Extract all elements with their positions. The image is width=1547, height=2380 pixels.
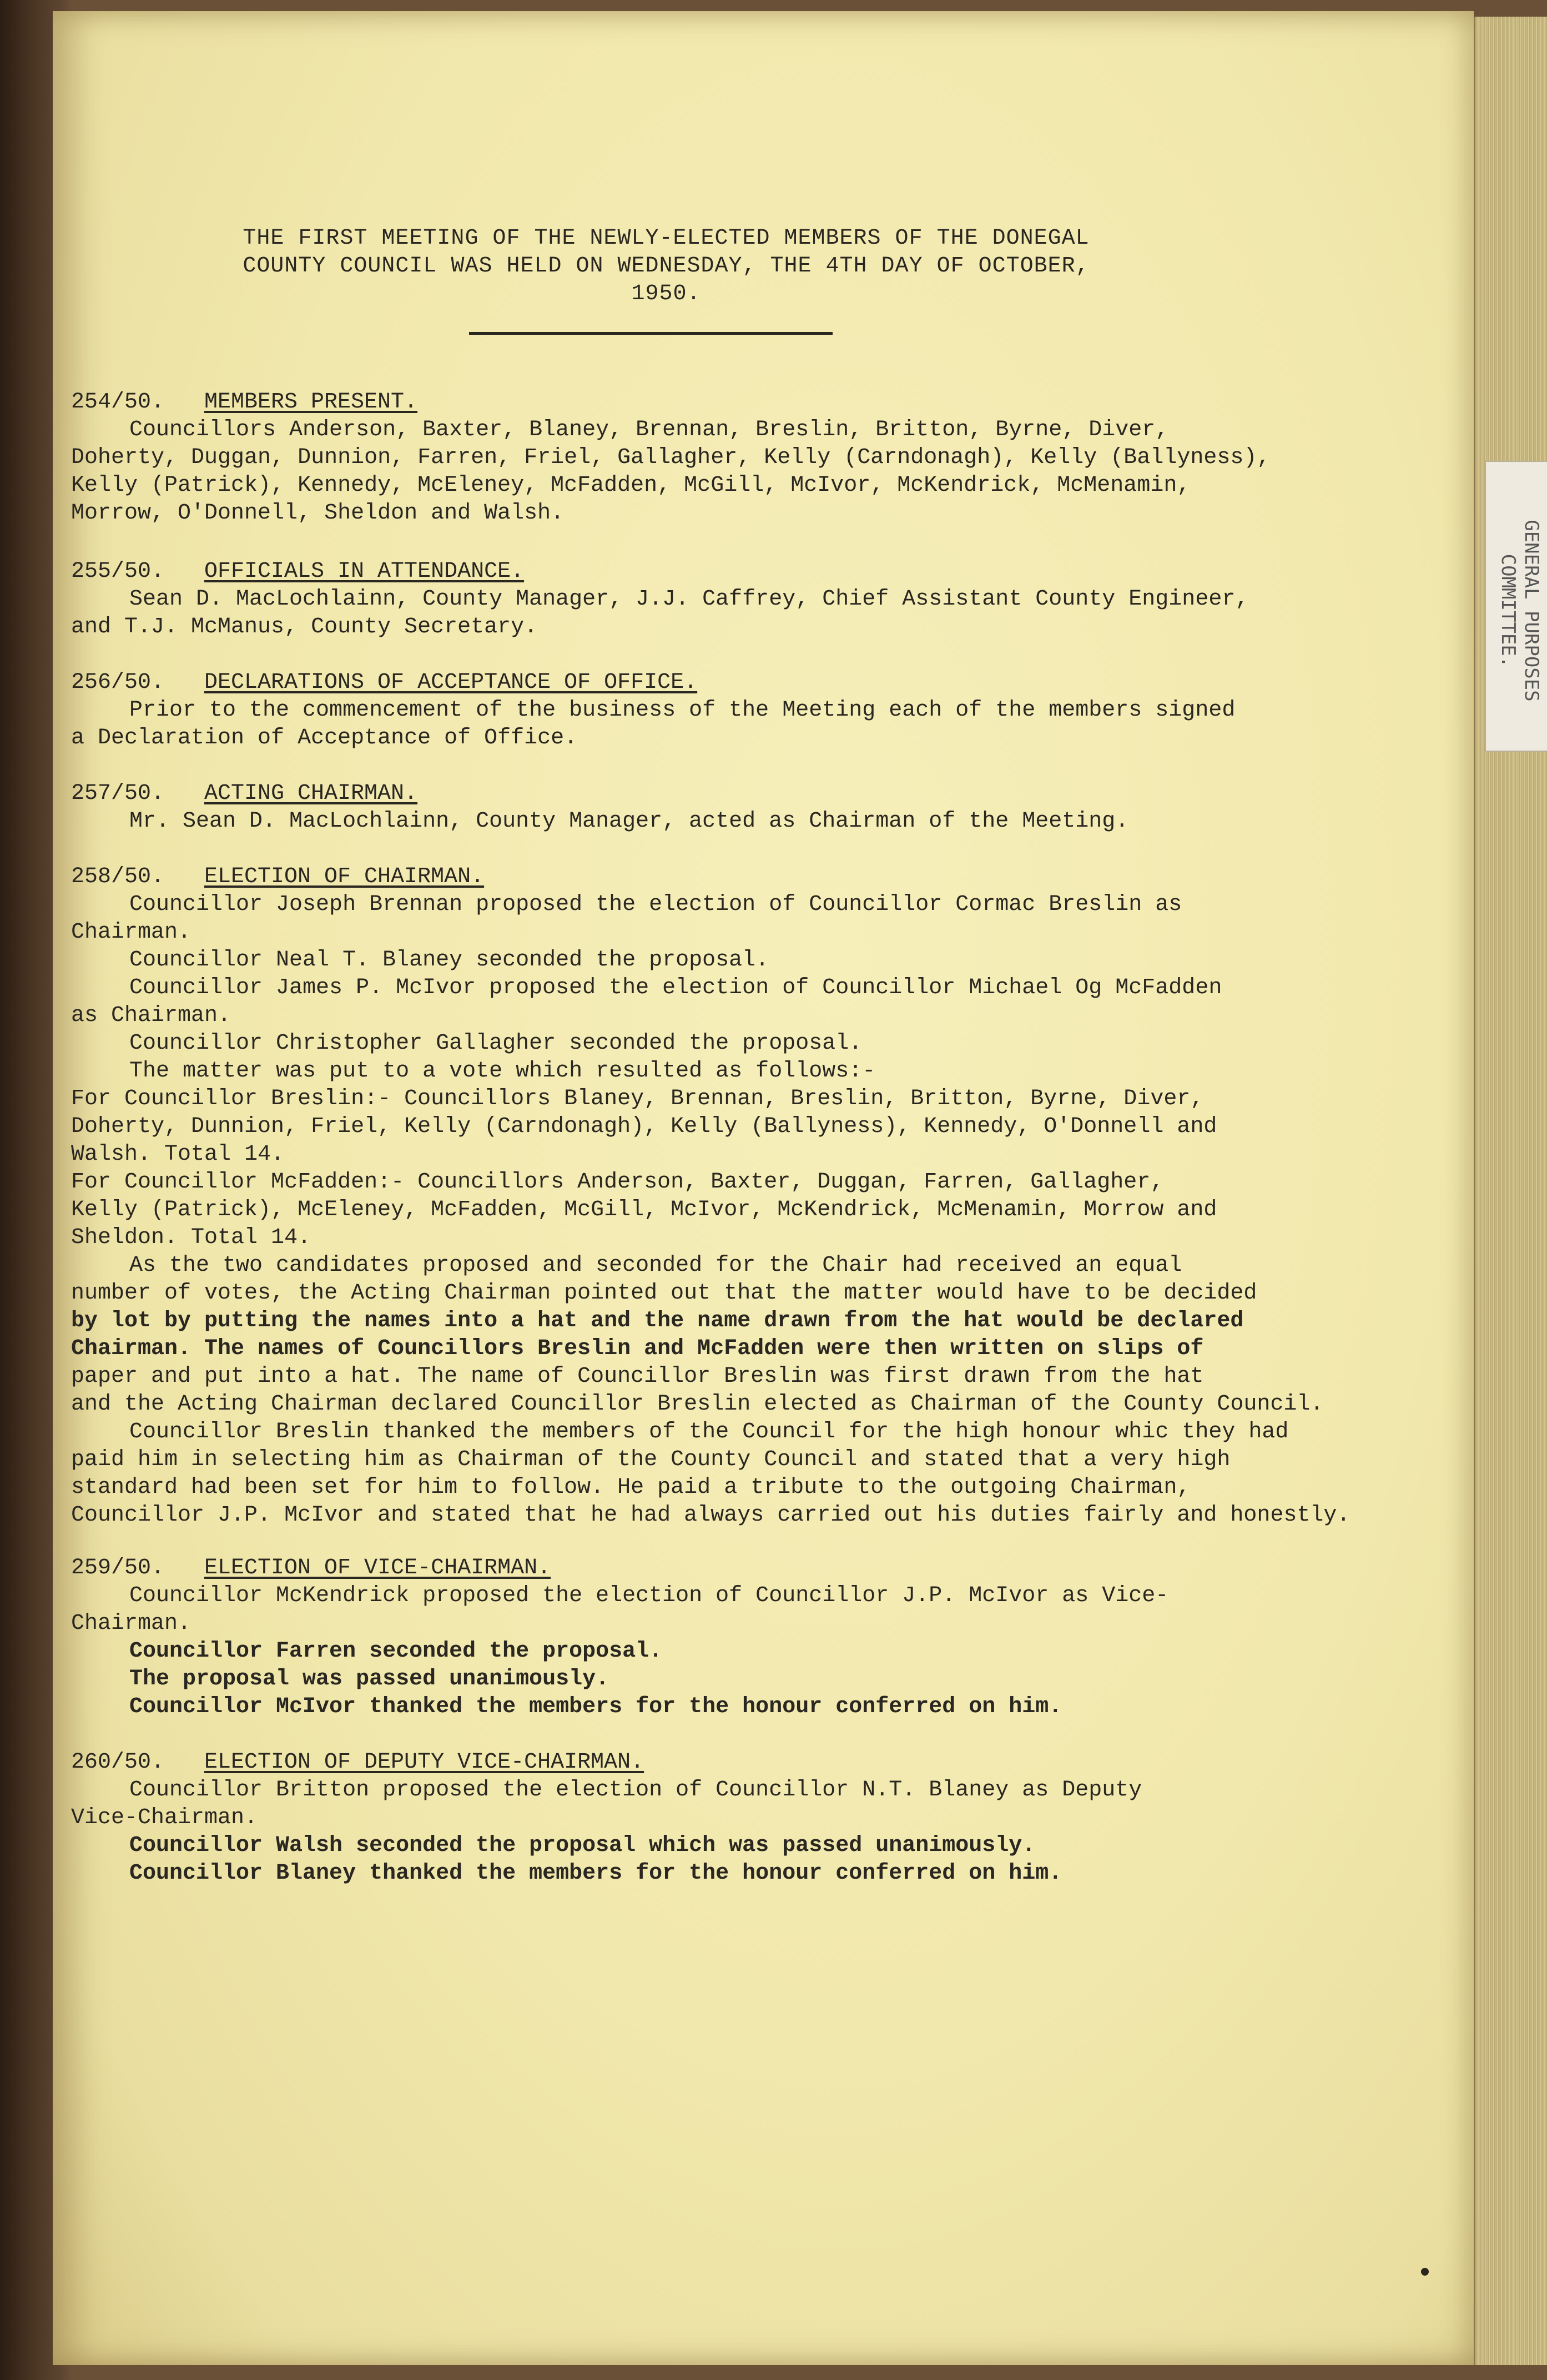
text-line: Doherty, Dunnion, Friel, Kelly (Carndonagh), Kelly (Ballyness), Kennedy, O'Donnell and — [71, 1114, 1217, 1139]
text-line: a Declaration of Acceptance of Office. — [71, 726, 578, 751]
section-255 — [71, 558, 1370, 641]
index-tab-label — [1493, 466, 1543, 755]
text-line: Doherty, Duggan, Dunnion, Farren, Friel, Gallagher, Kelly (Carndonagh), Kelly (Ballyness), — [71, 445, 1271, 470]
text-line: and the Acting Chairman declared Councillor Breslin elected as Chairman of the County Council. — [71, 1392, 1324, 1417]
heading-line: THE FIRST MEETING OF THE NEWLY-ELECTED MEMBERS OF THE DONEGAL — [243, 226, 1090, 251]
text-line: paper and put into a hat. The name of Councillor Breslin was first drawn from the hat — [71, 1364, 1204, 1389]
section-number: 259/50. — [71, 1556, 165, 1581]
text-line: Councillor Britton proposed the election of Councillor N.T. Blaney as Deputy — [129, 1778, 1142, 1803]
text-line: As the two candidates proposed and seconded for the Chair had received an equal — [129, 1253, 1182, 1278]
text-line: Chairman. — [71, 1611, 192, 1636]
section-number: 258/50. — [71, 864, 165, 889]
text-line: number of votes, the Acting Chairman pointed out that the matter would have to be decided — [71, 1281, 1257, 1306]
text-line: Councillor McKendrick proposed the election of Councillor J.P. McIvor as Vice- — [129, 1583, 1169, 1608]
text-line: Councillor James P. McIvor proposed the election of Councillor Michael Og McFadden — [129, 975, 1222, 1000]
text-line: and T.J. McManus, County Secretary. — [71, 615, 538, 640]
section-title: ELECTION OF CHAIRMAN. — [204, 864, 485, 889]
section-258 — [71, 863, 1370, 1529]
section-title: DECLARATIONS OF ACCEPTANCE OF OFFICE. — [204, 670, 698, 695]
text-line: Morrow, O'Donnell, Sheldon and Walsh. — [71, 501, 565, 526]
text-line: Sheldon. Total 14. — [71, 1225, 311, 1250]
section-title: MEMBERS PRESENT. — [204, 390, 418, 415]
section-number: 257/50. — [71, 781, 165, 806]
ink-mark — [1421, 2268, 1429, 2276]
text-line: Sean D. MacLochlainn, County Manager, J.J. Caffrey, Chief Assistant County Engineer, — [129, 587, 1249, 612]
text-line: Prior to the commencement of the business of the Meeting each of the members signed — [129, 698, 1236, 723]
page-heading — [167, 225, 1166, 308]
section-256 — [71, 669, 1370, 752]
section-header — [71, 863, 1370, 891]
section-header — [71, 389, 1370, 416]
text-line: Councillor Walsh seconded the proposal which was passed unanimously. — [129, 1833, 1036, 1858]
text-line: Chairman. The names of Councillors Breslin and McFadden were then written on slips of — [71, 1336, 1204, 1361]
text-line: For Councillor Breslin:- Councillors Blaney, Brennan, Breslin, Britton, Byrne, Diver, — [71, 1086, 1204, 1111]
section-257 — [71, 780, 1370, 836]
text-line: Vice-Chairman. — [71, 1805, 258, 1830]
text-line: Councillor Farren seconded the proposal. — [129, 1639, 663, 1664]
section-header — [71, 558, 1370, 586]
text-line: as Chairman. — [71, 1003, 231, 1028]
text-line: Councillor J.P. McIvor and stated that he had always carried out his duties fairly and honestly. — [71, 1503, 1351, 1528]
text-line: Councillor Blaney thanked the members for the honour conferred on him. — [129, 1861, 1062, 1886]
text-line: Councillor Joseph Brennan proposed the election of Councillor Cormac Breslin as — [129, 892, 1182, 917]
text-line: Walsh. Total 14. — [71, 1142, 285, 1167]
section-number: 260/50. — [71, 1750, 165, 1775]
text-line: The matter was put to a vote which resulted as follows:- — [129, 1059, 876, 1084]
text-line: Councillor McIvor thanked the members for the honour conferred on him. — [129, 1694, 1062, 1719]
text-line: Mr. Sean D. MacLochlainn, County Manager, acted as Chairman of the Meeting. — [129, 809, 1129, 834]
text-line: Councillors Anderson, Baxter, Blaney, Brennan, Breslin, Britton, Byrne, Diver, — [129, 417, 1169, 442]
text-line: For Councillor McFadden:- Councillors Anderson, Baxter, Duggan, Farren, Gallagher, — [71, 1170, 1164, 1195]
section-header — [71, 1554, 1370, 1582]
text-line: Kelly (Patrick), McEleney, McFadden, McGill, McIvor, McKendrick, McMenamin, Morrow and — [71, 1197, 1217, 1222]
section-254 — [71, 389, 1370, 527]
heading-line: COUNTY COUNCIL WAS HELD ON WEDNESDAY, THE 4TH DAY OF OCTOBER, — [243, 254, 1090, 279]
text-line: Councillor Breslin thanked the members of the Council for the high honour whic they had — [129, 1420, 1289, 1445]
section-number: 256/50. — [71, 670, 165, 695]
text-line: standard had been set for him to follow. He paid a tribute to the outgoing Chairman, — [71, 1475, 1191, 1500]
section-number: 255/50. — [71, 559, 165, 584]
section-title: ELECTION OF DEPUTY VICE-CHAIRMAN. — [204, 1750, 644, 1775]
section-title: ELECTION OF VICE-CHAIRMAN. — [204, 1556, 551, 1581]
section-260 — [71, 1749, 1370, 1888]
section-259 — [71, 1554, 1370, 1721]
section-header — [71, 669, 1370, 697]
text-line: by lot by putting the names into a hat and the name drawn from the hat would be declared — [71, 1309, 1244, 1334]
section-title: OFFICIALS IN ATTENDANCE. — [204, 559, 525, 584]
text-line: paid him in selecting him as Chairman of the County Council and stated that a very high — [71, 1447, 1231, 1472]
text-line: Councillor Christopher Gallagher seconded the proposal. — [129, 1031, 863, 1056]
heading-line: 1950. — [631, 281, 701, 306]
page-edges — [1474, 17, 1547, 2365]
tab-label-line-2: COMMITTEE. — [1497, 554, 1519, 668]
section-title: ACTING CHAIRMAN. — [204, 781, 418, 806]
tab-label-line-1: GENERAL PURPOSES — [1520, 520, 1543, 702]
text-line: Kelly (Patrick), Kennedy, McEleney, McFadden, McGill, McIvor, McKendrick, McMenamin, — [71, 473, 1191, 498]
text-line: Councillor Neal T. Blaney seconded the proposal. — [129, 948, 769, 973]
text-line: Chairman. — [71, 920, 192, 945]
section-header — [71, 1749, 1370, 1777]
section-number: 254/50. — [71, 390, 165, 415]
heading-rule — [469, 332, 833, 335]
text-line: The proposal was passed unanimously. — [129, 1667, 609, 1692]
section-header — [71, 780, 1370, 808]
